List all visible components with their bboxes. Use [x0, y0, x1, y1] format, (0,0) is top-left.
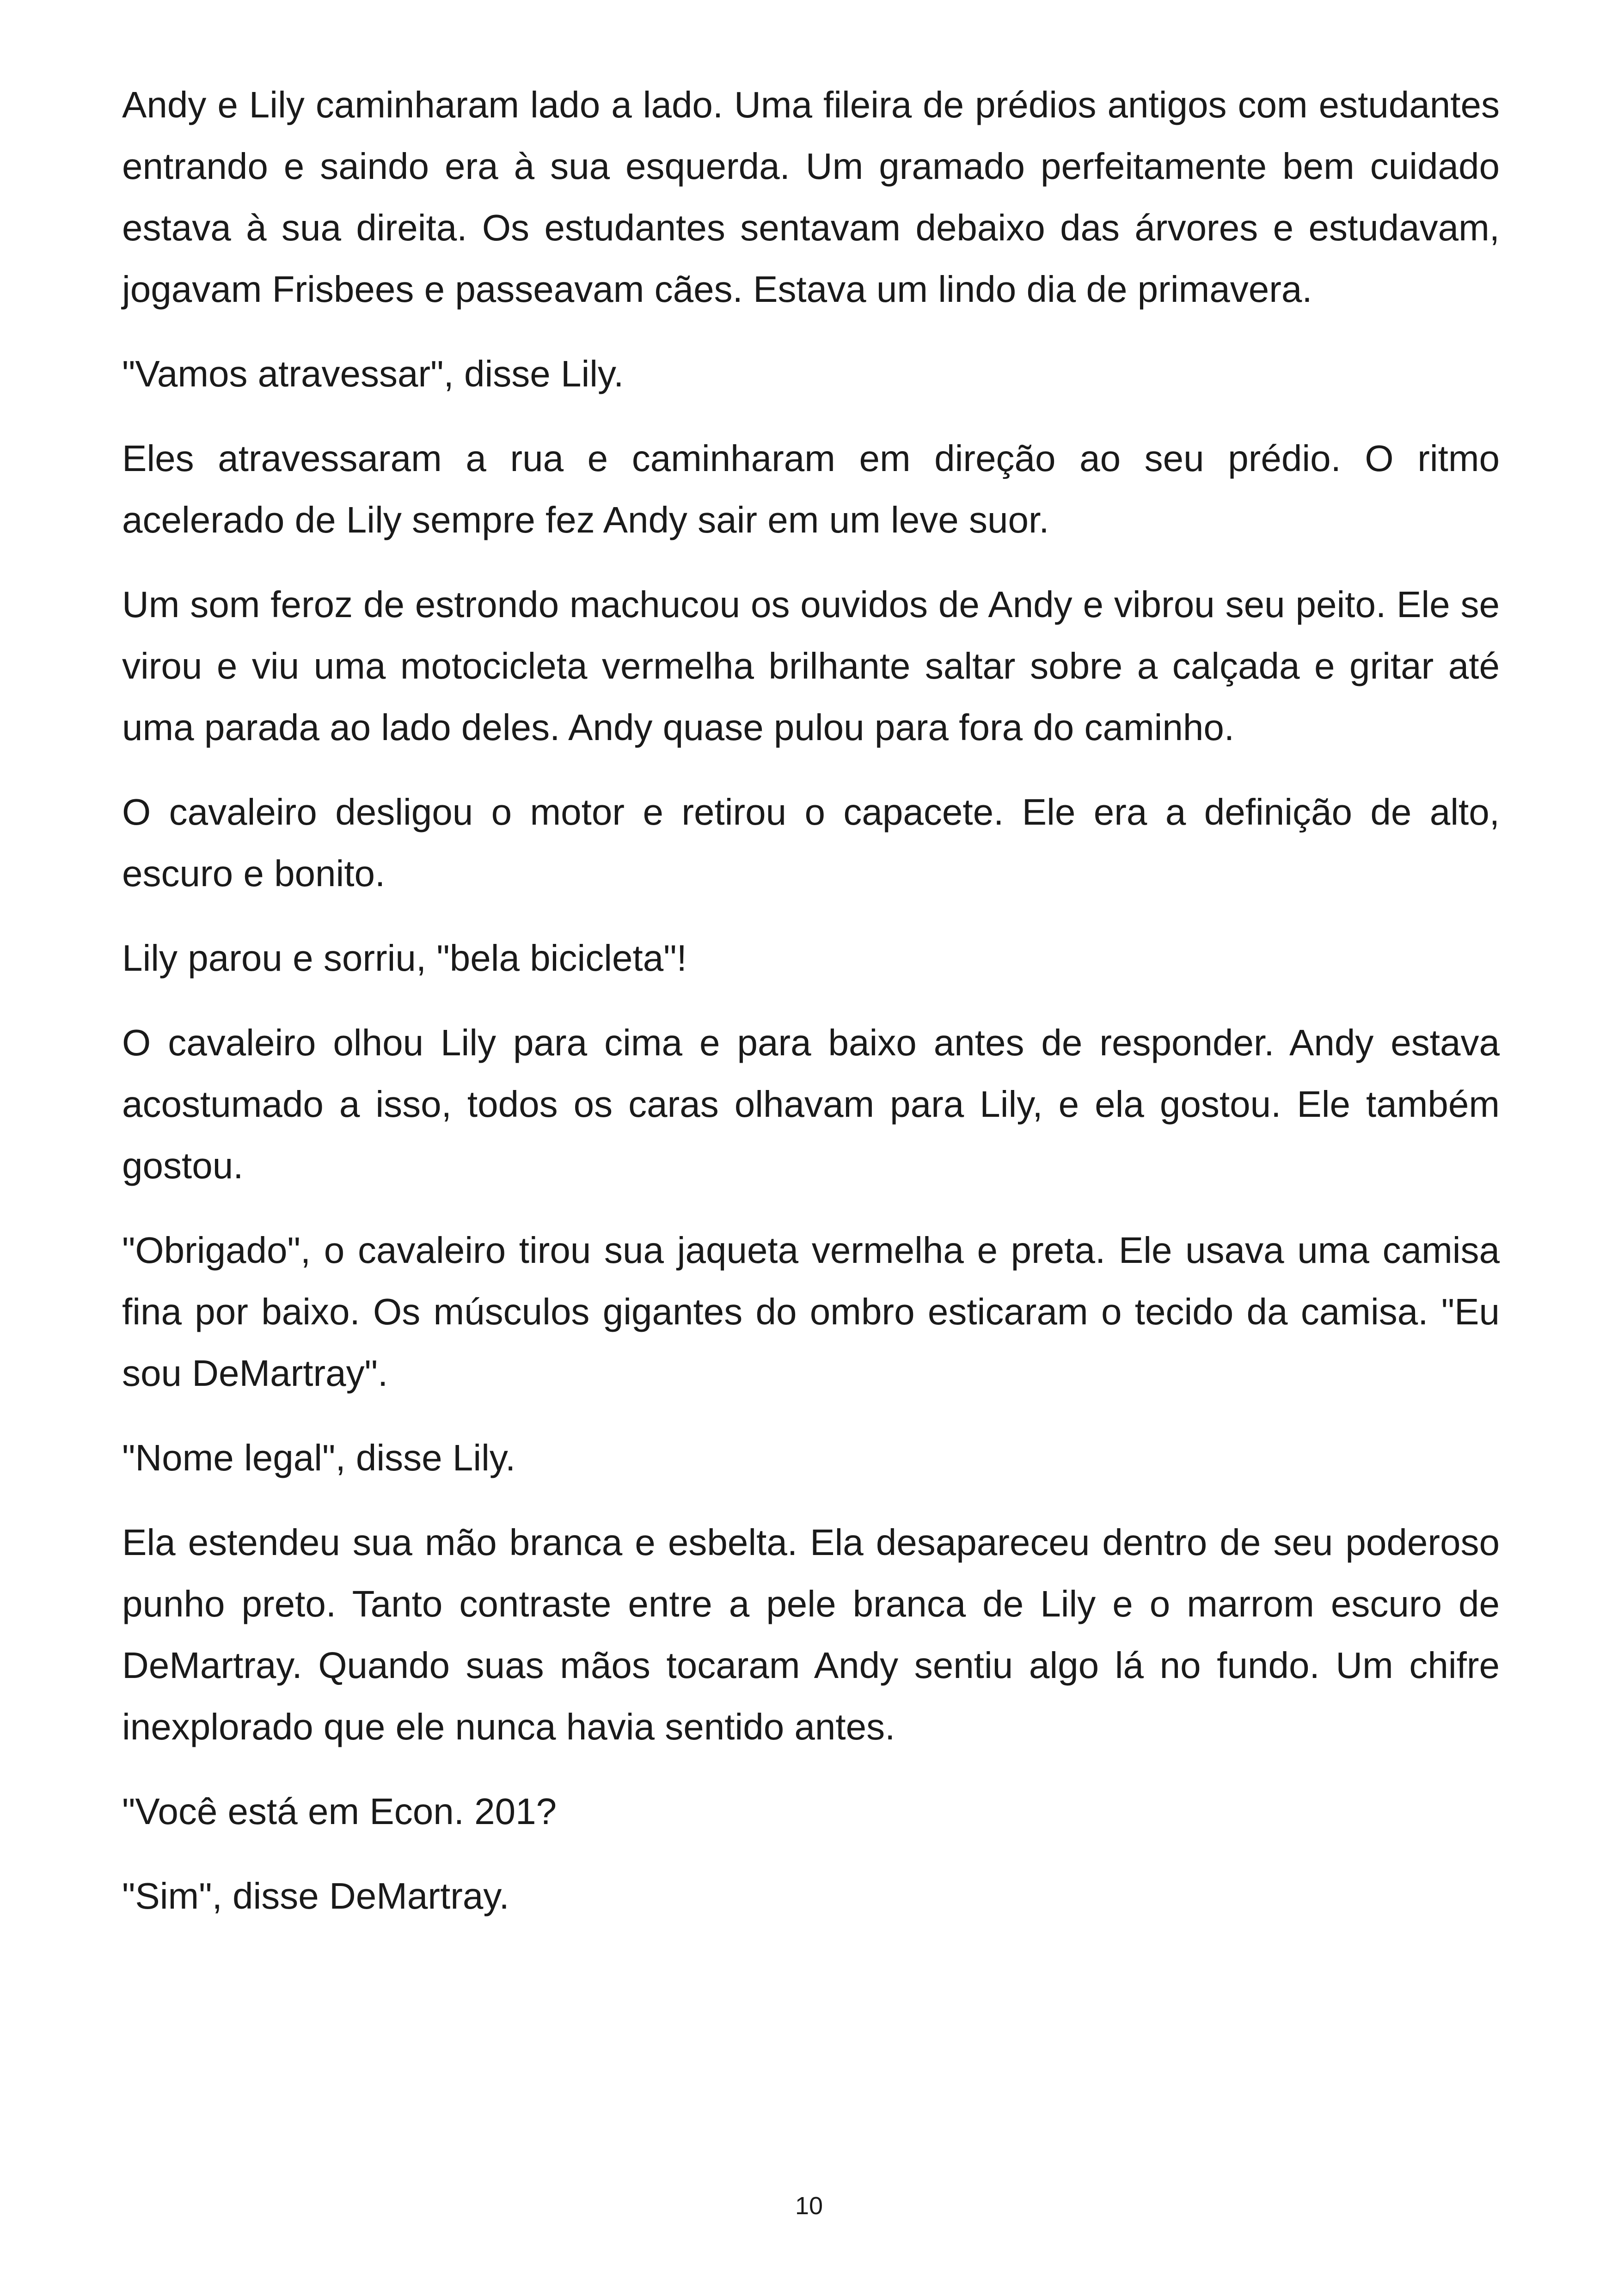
paragraph: Um som feroz de estrondo machucou os ouvidos de Andy e vibrou seu peito. Ele se virou e viu uma motocicleta vermelha brilhante saltar sobre a calçada e gritar até uma parada ao lado deles. Andy quase pulou para fora do caminho.: [122, 584, 1500, 748]
paragraph: "Nome legal", disse Lily.: [122, 1437, 516, 1478]
paragraph: "Obrigado", o cavaleiro tirou sua jaqueta vermelha e preta. Ele usava uma camisa fina por baixo. Os músculos gigantes do ombro esticaram o tecido da camisa. "Eu sou DeMartray".: [122, 1230, 1500, 1394]
page-body: [122, 74, 1500, 1950]
paragraph: "Vamos atravessar", disse Lily.: [122, 353, 624, 394]
paragraph: Eles atravessaram a rua e caminharam em direção ao seu prédio. O ritmo acelerado de Lily sempre fez Andy sair em um leve suor.: [122, 438, 1500, 540]
paragraph: Ela estendeu sua mão branca e esbelta. Ela desapareceu dentro de seu poderoso punho preto. Tanto contraste entre a pele branca de Lily e o marrom escuro de DeMartray. Quando suas mãos tocaram Andy sentiu algo lá no fundo. Um chifre inexplorado que ele nunca havia sentido antes.: [122, 1522, 1500, 1747]
paragraph: O cavaleiro olhou Lily para cima e para baixo antes de responder. Andy estava acostumado a isso, todos os caras olhavam para Lily, e ela gostou. Ele também gostou.: [122, 1022, 1500, 1186]
paragraph: "Sim", disse DeMartray.: [122, 1875, 509, 1916]
paragraph: O cavaleiro desligou o motor e retirou o capacete. Ele era a definição de alto, escuro e bonito.: [122, 791, 1500, 894]
paragraph: "Você está em Econ. 201?: [122, 1791, 557, 1832]
paragraph: Lily parou e sorriu, "bela bicicleta"!: [122, 937, 687, 979]
page-number: 10: [795, 2192, 823, 2220]
paragraph: Andy e Lily caminharam lado a lado. Uma fileira de prédios antigos com estudantes entrando e saindo era à sua esquerda. Um gramado perfeitamente bem cuidado estava à sua direita. Os estudantes sentavam debaixo das árvores e estudavam, jogavam Frisbees e passeavam cães. Estava um lindo dia de primavera.: [122, 84, 1500, 310]
